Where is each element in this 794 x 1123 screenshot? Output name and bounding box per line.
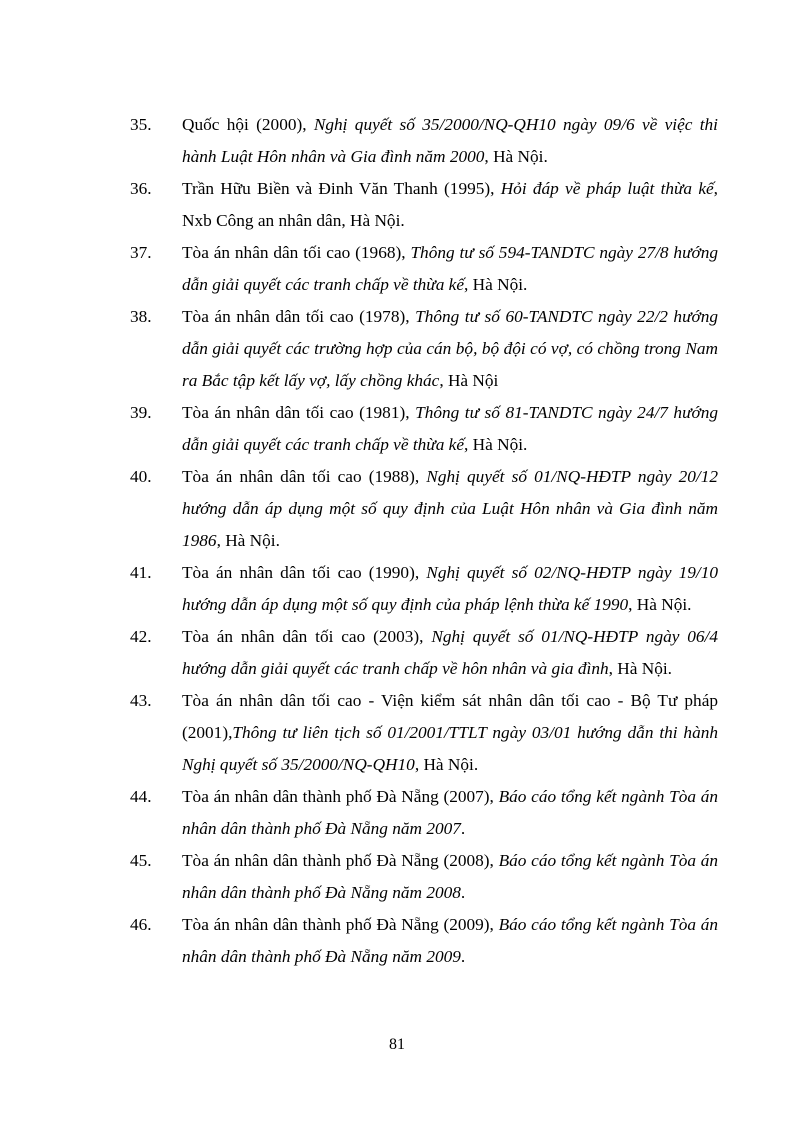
reference-tail: , Hà Nội. xyxy=(414,755,479,774)
reference-number: 39. xyxy=(130,403,152,422)
reference-tail: , Hà Nội. xyxy=(628,595,692,614)
reference-number: 46. xyxy=(130,915,152,934)
reference-text xyxy=(182,109,718,173)
reference-title: Thông tư số 81-TANDTC ngày 24/7 hướng dẫn giải quyết các tranh chấp về thừa kế xyxy=(182,403,719,454)
reference-item xyxy=(130,621,718,685)
reference-text xyxy=(182,173,718,237)
reference-number: 38. xyxy=(130,307,152,326)
reference-number: 37. xyxy=(130,243,152,262)
reference-author: Tòa án nhân dân thành phố Đà Nẵng (2008), xyxy=(182,851,494,870)
reference-tail: . xyxy=(460,819,466,838)
reference-number: 41. xyxy=(130,563,152,582)
reference-author: Tòa án nhân dân tối cao (1978), xyxy=(182,307,410,326)
reference-title: Nghị quyết số 01/NQ-HĐTP ngày 20/12 hướng dẫn áp dụng một số quy định của Luật Hôn nhân và Gia đình năm 1986 xyxy=(182,467,718,550)
reference-text xyxy=(182,781,718,845)
reference-text xyxy=(182,685,718,781)
reference-text xyxy=(182,557,718,621)
reference-number: 45. xyxy=(130,851,152,870)
reference-text xyxy=(182,301,718,397)
reference-tail: . xyxy=(460,947,466,966)
reference-tail: , Nxb Công an nhân dân, Hà Nội. xyxy=(182,179,718,230)
reference-author: Tòa án nhân dân tối cao (2003), xyxy=(182,627,424,646)
reference-item xyxy=(130,557,718,621)
reference-item xyxy=(130,781,718,845)
reference-title: Thông tư số 594-TANDTC ngày 27/8 hướng dẫn giải quyết các tranh chấp về thừa kế xyxy=(182,243,719,294)
reference-author: Tòa án nhân dân tối cao - Viện kiểm sát nhân dân tối cao - Bộ Tư pháp (2001), xyxy=(182,691,718,742)
reference-tail: , Hà Nội. xyxy=(464,275,528,294)
reference-tail: , Hà Nội. xyxy=(216,531,280,550)
reference-title: Thông tư số 60-TANDTC ngày 22/2 hướng dẫn giải quyết các trường hợp của cán bộ, bộ đội có vợ, có chồng trong Nam ra Bắc tập kết lấy vợ, lấy chồng khác xyxy=(182,307,719,390)
reference-number: 42. xyxy=(130,627,152,646)
reference-author: Tòa án nhân dân tối cao (1990), xyxy=(182,563,420,582)
reference-tail: , Hà Nội xyxy=(439,371,499,390)
reference-author: Quốc hội (2000), xyxy=(182,115,307,134)
reference-text xyxy=(182,397,718,461)
reference-author: Tòa án nhân dân thành phố Đà Nẵng (2009), xyxy=(182,915,494,934)
reference-author: Tòa án nhân dân tối cao (1968), xyxy=(182,243,406,262)
reference-item xyxy=(130,173,718,237)
reference-item xyxy=(130,109,718,173)
reference-number: 35. xyxy=(130,115,152,134)
reference-tail: . xyxy=(460,883,466,902)
reference-text xyxy=(182,845,718,909)
reference-author: Tòa án nhân dân tối cao (1981), xyxy=(182,403,410,422)
reference-number: 44. xyxy=(130,787,152,806)
reference-tail: , Hà Nội. xyxy=(464,435,528,454)
reference-title: Nghị quyết số 01/NQ-HĐTP ngày 06/4 hướng dẫn giải quyết các tranh chấp về hôn nhân và gia đình xyxy=(182,627,718,678)
reference-title: Hỏi đáp về pháp luật thừa kế xyxy=(500,179,714,198)
reference-number: 36. xyxy=(130,179,152,198)
reference-text xyxy=(182,461,718,557)
reference-number: 43. xyxy=(130,691,152,710)
reference-item xyxy=(130,301,718,397)
reference-title: Báo cáo tổng kết ngành Tòa án nhân dân thành phố Đà Nẵng năm 2007 xyxy=(182,787,719,838)
reference-item xyxy=(130,237,718,301)
reference-tail: , Hà Nội. xyxy=(484,147,548,166)
reference-author: Tòa án nhân dân thành phố Đà Nẵng (2007), xyxy=(182,787,494,806)
reference-item xyxy=(130,685,718,781)
reference-item xyxy=(130,845,718,909)
reference-title: Nghị quyết số 02/NQ-HĐTP ngày 19/10 hướng dẫn áp dụng một số quy định của pháp lệnh thừa kế 1990 xyxy=(182,563,718,614)
reference-author: Trần Hữu Biền và Đinh Văn Thanh (1995), xyxy=(182,179,495,198)
reference-text xyxy=(182,621,718,685)
reference-title: Nghị quyết số 35/2000/NQ-QH10 ngày 09/6 về việc thi hành Luật Hôn nhân và Gia đình năm 2000 xyxy=(182,115,718,166)
reference-title: Thông tư liên tịch số 01/2001/TTLT ngày 03/01 hướng dẫn thi hành Nghị quyết số 35/2000/NQ-QH10 xyxy=(182,723,718,774)
reference-number: 40. xyxy=(130,467,152,486)
reference-text xyxy=(182,237,718,301)
reference-item xyxy=(130,397,718,461)
reference-item xyxy=(130,909,718,973)
reference-text xyxy=(182,909,718,973)
reference-author: Tòa án nhân dân tối cao (1988), xyxy=(182,467,420,486)
reference-title: Báo cáo tổng kết ngành Tòa án nhân dân thành phố Đà Nẵng năm 2008 xyxy=(182,851,719,902)
reference-list xyxy=(130,109,718,973)
page-number: 81 xyxy=(389,1036,405,1053)
reference-tail: , Hà Nội. xyxy=(608,659,672,678)
reference-title: Báo cáo tổng kết ngành Tòa án nhân dân thành phố Đà Nẵng năm 2009 xyxy=(182,915,719,966)
reference-item xyxy=(130,461,718,557)
